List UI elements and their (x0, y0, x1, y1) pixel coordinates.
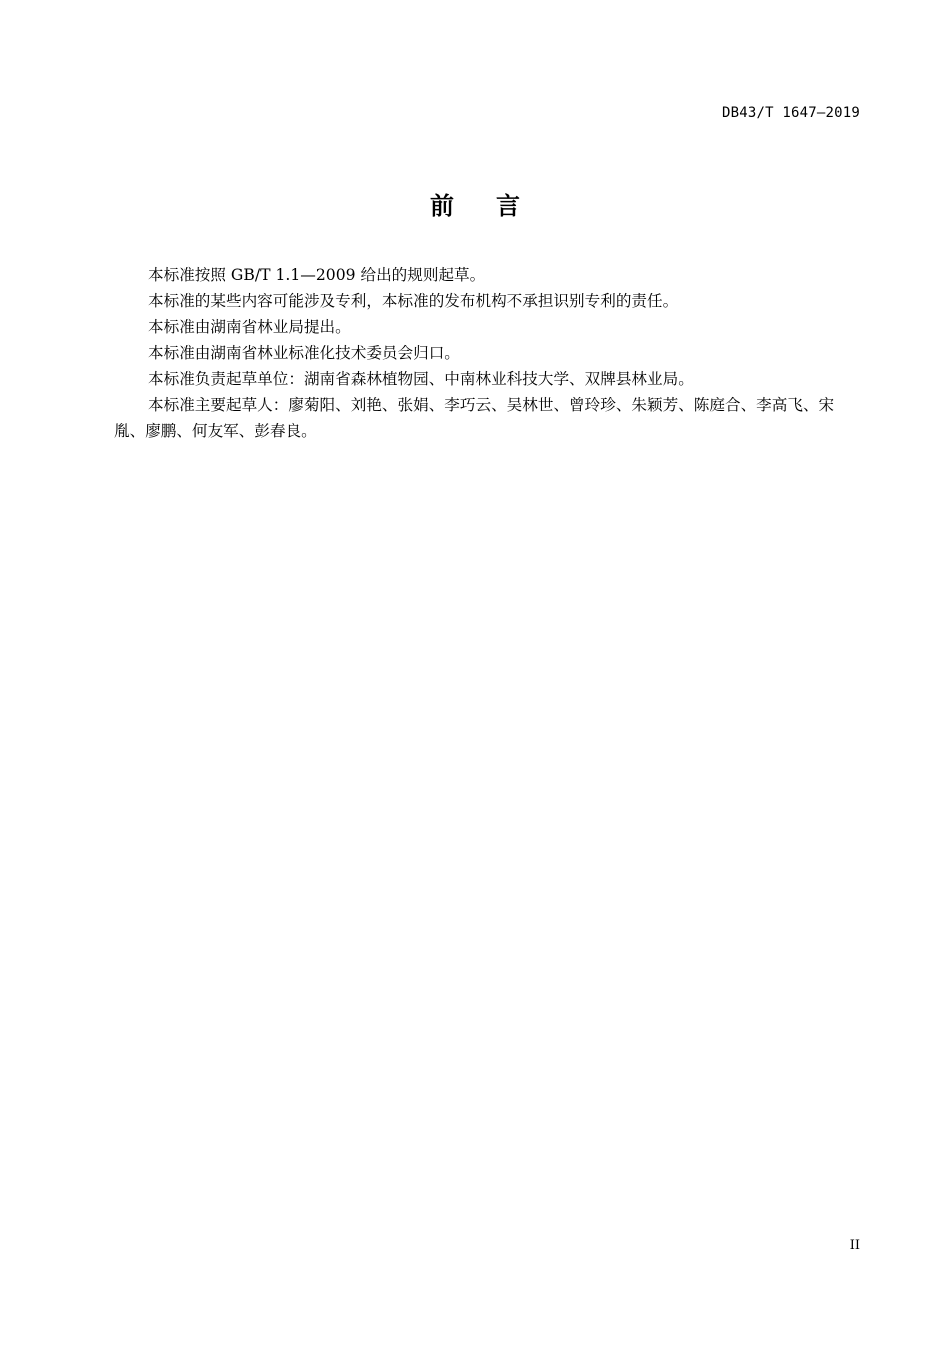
foreword-body (114, 262, 864, 444)
paragraph-patent-notice: 本标准的某些内容可能涉及专利，本标准的发布机构不承担识别专利的责任。 (148, 292, 679, 310)
standard-code: DB43/T 1647—2019 (721, 105, 860, 121)
page-number: II (849, 1238, 860, 1253)
paragraph-committee: 本标准由湖南省林业标准化技术委员会归口。 (148, 344, 460, 362)
paragraph-drafters: 本标准主要起草人：廖菊阳、刘艳、张娟、李巧云、吴林世、曾玲珍、朱颖芳、陈庭合、李高飞、宋胤、廖鹏、何友军、彭春良。 (114, 396, 835, 440)
section-title: 前言 (430, 192, 562, 220)
paragraph-drafting-rules: 本标准按照 GB/T 1.1—2009 给出的规则起草。 (148, 266, 486, 284)
paragraph-proposer: 本标准由湖南省林业局提出。 (148, 318, 351, 336)
paragraph-drafting-units: 本标准负责起草单位：湖南省森林植物园、中南林业科技大学、双牌县林业局。 (148, 370, 694, 388)
